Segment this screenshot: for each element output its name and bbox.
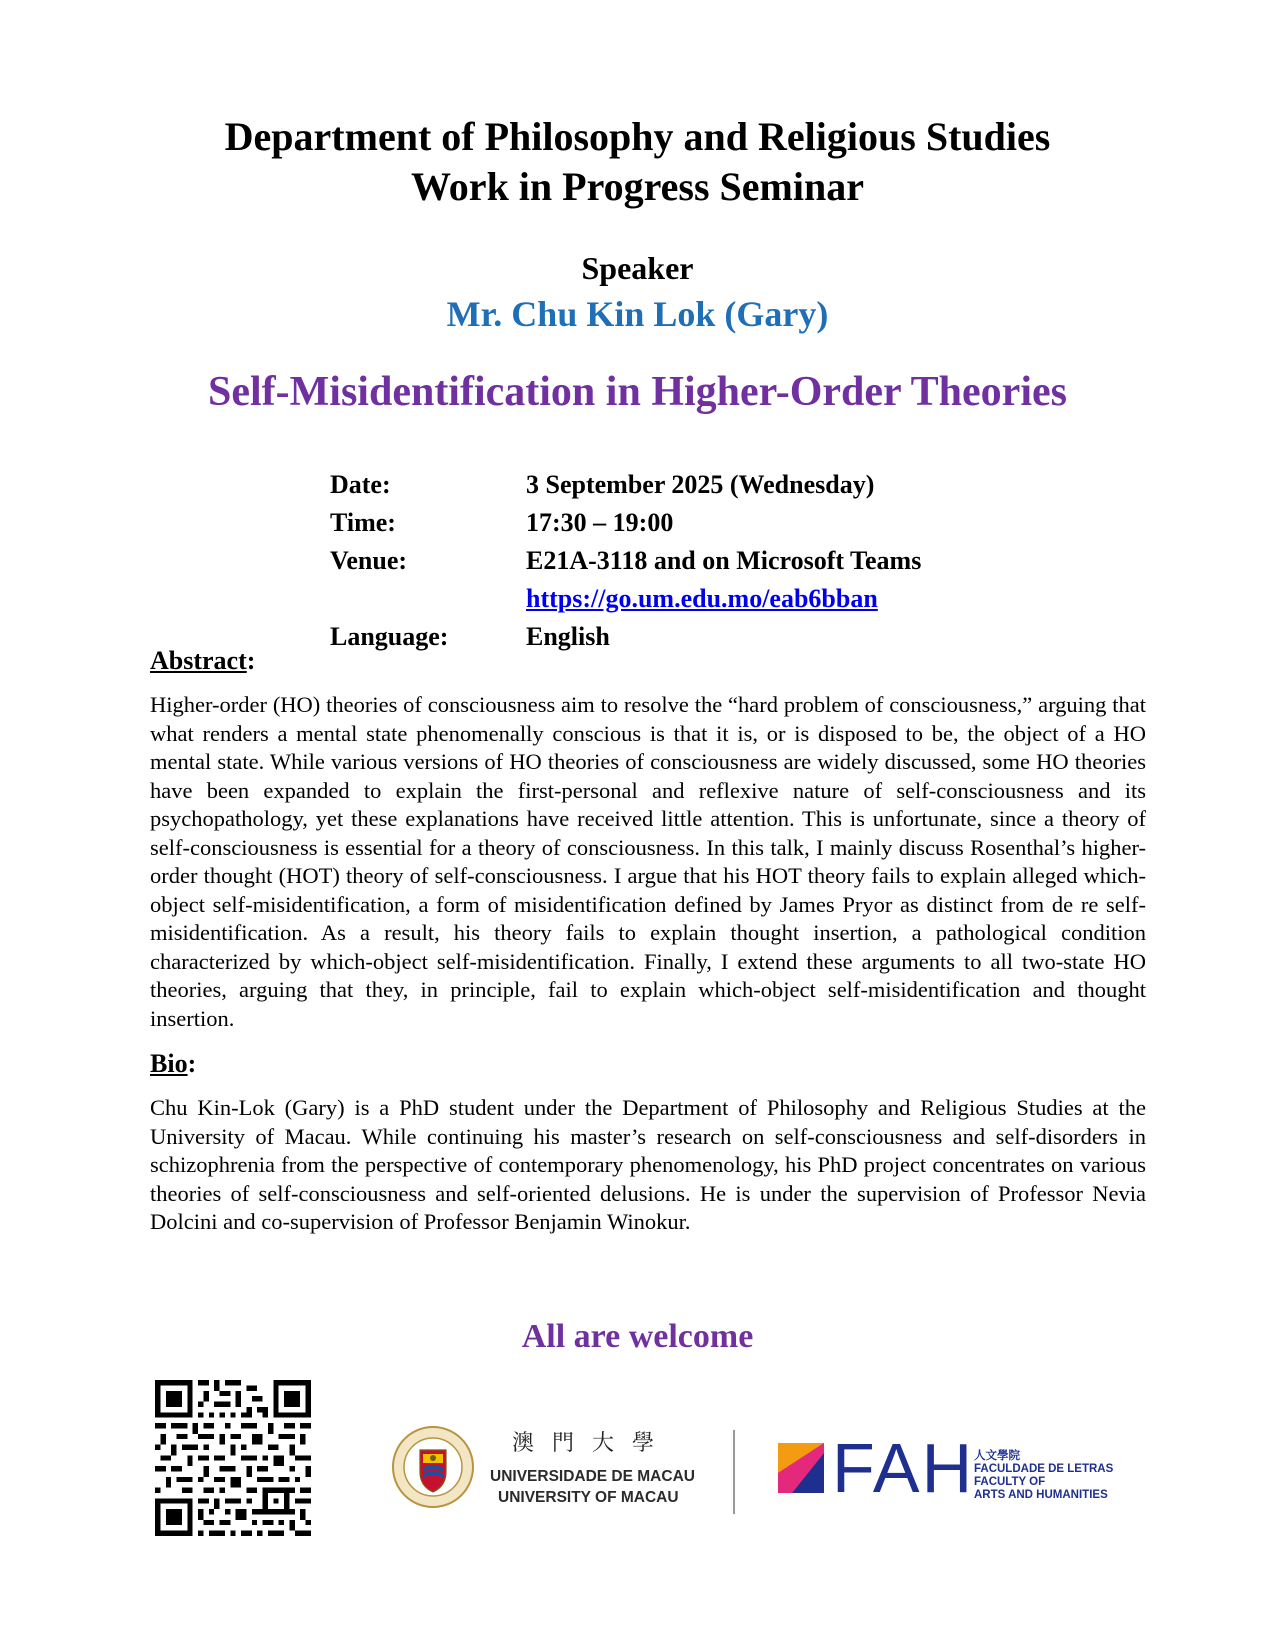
bio-heading-colon: : [187, 1049, 197, 1078]
language-row [330, 618, 921, 656]
welcome-message: All are welcome [521, 1318, 754, 1355]
bio-text: Chu Kin-Lok (Gary) is a PhD student under the Department of Philosophy and Religious Studies at the University of Macau. While continuing his master’s research on self-consciousness and self-disorders in schizophrenia from the perspective of contemporary phenomenology, his PhD project concentrates on various theories of self-consciousness and self-oriented delusions. He is under the supervision of Professor Nevia Dolcini and co-supervision of Professor Benjamin Winokur. [150, 1095, 1146, 1234]
venue-link-row [330, 580, 921, 618]
speaker-name: Mr. Chu Kin Lok (Gary) [446, 294, 829, 334]
language-value: English [526, 622, 610, 651]
abstract-heading [150, 646, 255, 676]
fah-logo-mark-icon [778, 1443, 824, 1493]
venue-row [330, 542, 921, 580]
university-english-name: UNIVERSITY OF MACAU [498, 1489, 679, 1506]
bio-heading [150, 1049, 196, 1079]
qr-code-icon [155, 1380, 311, 1536]
date-value: 3 September 2025 (Wednesday) [526, 470, 875, 499]
department-title: Department of Philosophy and Religious Studies [224, 114, 1051, 159]
venue-value: E21A-3118 and on Microsoft Teams [526, 546, 922, 575]
date-row [330, 466, 921, 504]
seminar-series-title: Work in Progress Seminar [411, 164, 864, 209]
bio-heading-text: Bio [150, 1049, 188, 1078]
language-label: Language: [330, 622, 449, 651]
time-label: Time: [330, 508, 396, 537]
university-crest-icon [392, 1426, 474, 1508]
abstract-heading-text: Abstract [150, 646, 247, 675]
fah-chinese-name: 人文學院 [974, 1450, 1020, 1462]
fah-acronym: FAH [832, 1429, 975, 1507]
teams-meeting-link[interactable]: https://go.um.edu.mo/eab6bban [526, 584, 878, 613]
venue-label: Venue: [330, 546, 408, 575]
speaker-label: Speaker [581, 250, 694, 286]
date-label: Date: [330, 470, 391, 499]
abstract-text: Higher-order (HO) theories of consciousness aim to resolve the “hard problem of consciousness,” arguing that what renders a mental state phenomenally conscious is that it is, or is disposed to be, the object of a HO mental state. While various versions of HO theories of consciousness are widely discussed, some HO theories have been expanded to explain the first-personal and reflexive nature of self-consciousness and its psychopathology, yet these explanations have received little attention. This is unfortunate, since a theory of self-consciousness is essential for a theory of consciousness. In this talk, I mainly discuss Rosenthal’s higher-order thought (HOT) theory of self-consciousness. I argue that his HOT theory fails to explain alleged which-object self-misidentification, a form of misidentification defined by James Pryor as distinct from de re self-misidentification. As a result, his theory fails to explain thought insertion, a pathological condition characterized by which-object self-misidentification. Finally, I extend these arguments to all two-state HO theories, arguing that they, in principle, fail to explain which-object self-misidentification and thought insertion. [150, 692, 1146, 1031]
university-portuguese-name: UNIVERSIDADE DE MACAU [490, 1468, 695, 1485]
talk-title: Self-Misidentification in Higher-Order Theories [208, 369, 1067, 415]
fah-english-name-line1: FACULTY OF [974, 1476, 1046, 1488]
fah-faculty-names [974, 1450, 1113, 1502]
abstract-heading-colon: : [246, 646, 256, 675]
event-details [330, 466, 921, 656]
fah-english-name-line2: ARTS AND HUMANITIES [974, 1489, 1108, 1501]
logo-divider [733, 1430, 735, 1514]
seminar-header [0, 112, 1275, 212]
time-value: 17:30 – 19:00 [526, 508, 674, 537]
fah-portuguese-name: FACULDADE DE LETRAS [974, 1463, 1114, 1475]
university-of-macau-logo [392, 1426, 702, 1526]
time-row [330, 504, 921, 542]
university-chinese-name: 澳門大學 [512, 1431, 673, 1456]
